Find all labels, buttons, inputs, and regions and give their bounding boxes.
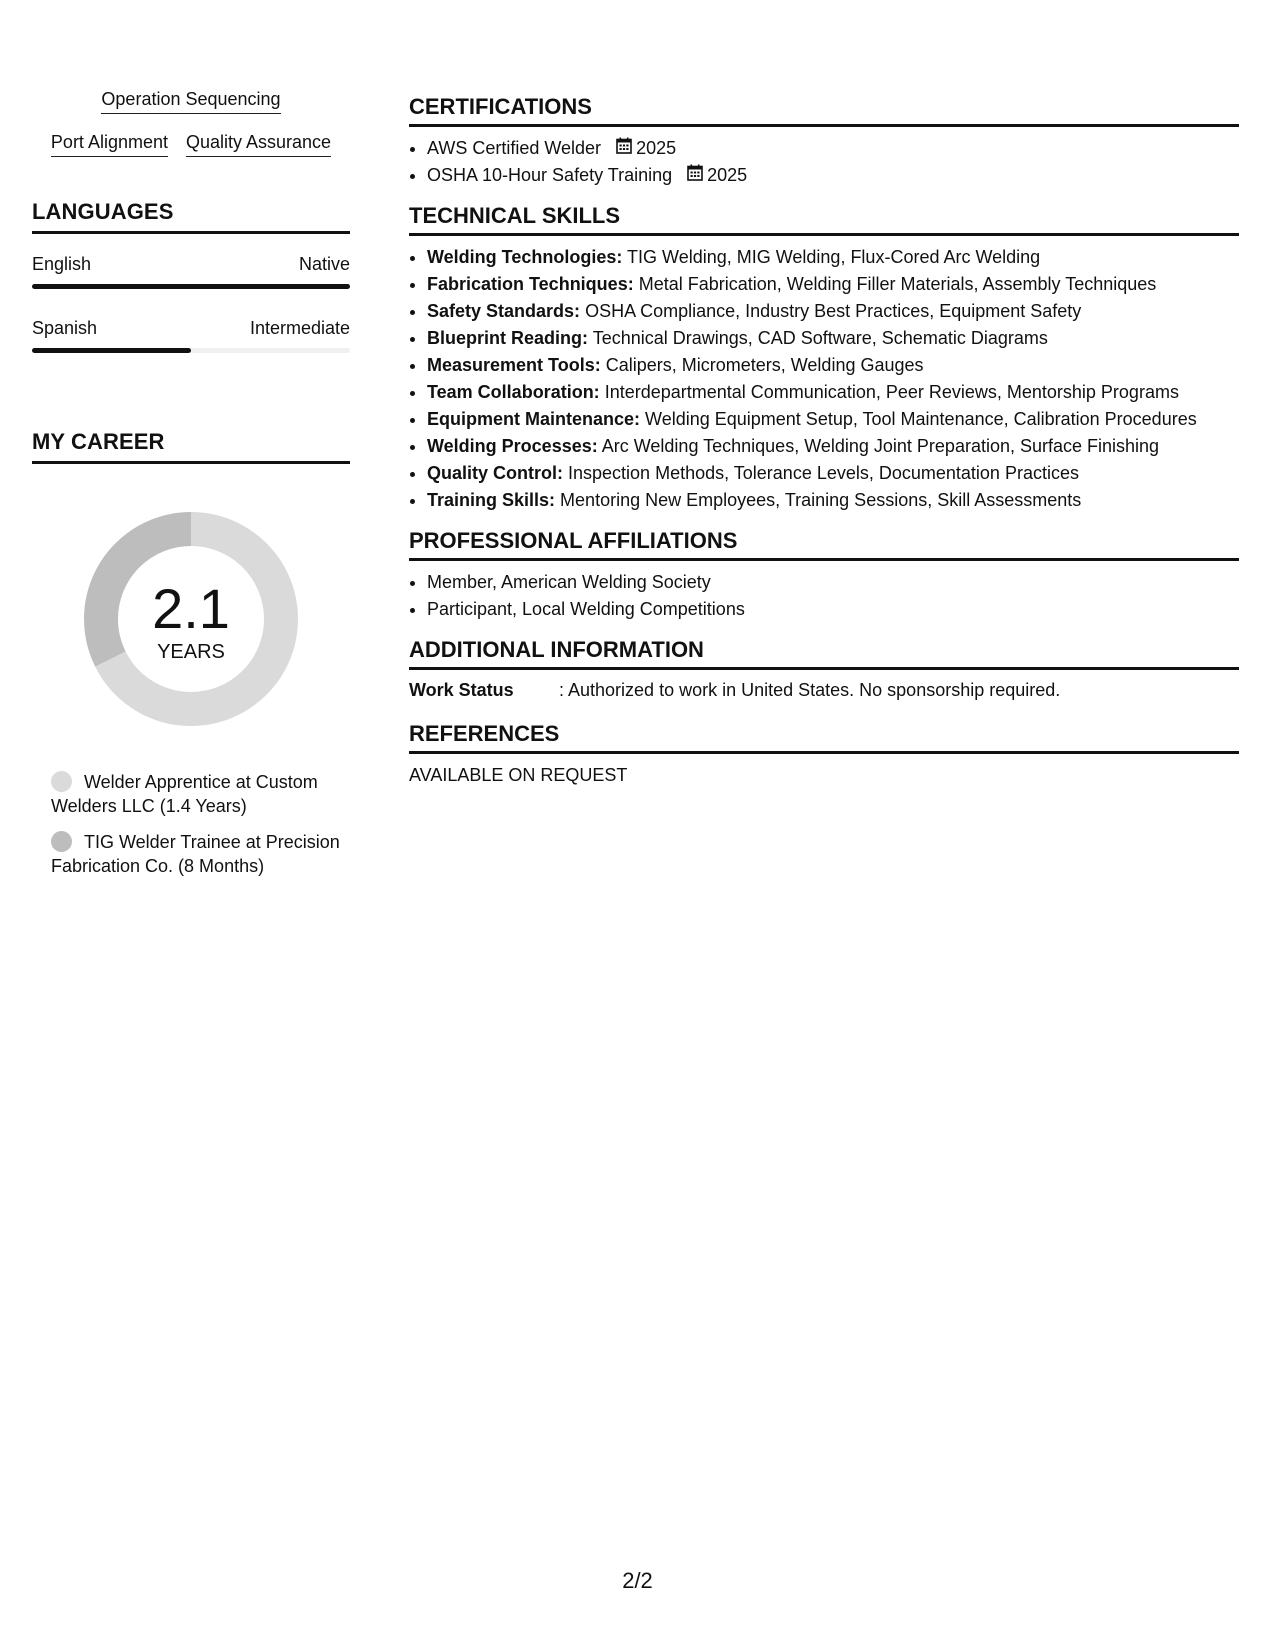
- language-item: [32, 318, 350, 353]
- certifications-heading: CERTIFICATIONS: [409, 94, 1239, 127]
- skill-label: Measurement Tools:: [427, 355, 601, 375]
- career-total-unit: YEARS: [157, 641, 225, 663]
- languages-section: [32, 199, 350, 353]
- legend-dot-icon: [51, 831, 72, 852]
- skill-value: OSHA Compliance, Industry Best Practices, Equipment Safety: [585, 301, 1082, 321]
- skill-tag-row-1: [32, 88, 350, 114]
- right-column: [409, 94, 1239, 800]
- technical-skill-item: [427, 244, 1239, 271]
- certification-name: OSHA 10-Hour Safety Training: [427, 165, 673, 185]
- affiliations-section: [409, 528, 1239, 623]
- references-text: AVAILABLE ON REQUEST: [409, 765, 628, 785]
- career-legend-label: TIG Welder Trainee at Precision Fabrication Co. (8 Months): [51, 832, 340, 876]
- skill-tag-row-2: [32, 131, 350, 157]
- language-bar-fill: [32, 348, 191, 353]
- skill-label: Team Collaboration:: [427, 382, 600, 402]
- certification-item: [427, 135, 1239, 162]
- affiliation-item: • Participant, Local Welding Competitions: [427, 596, 1239, 623]
- skill-value: Metal Fabrication, Welding Filler Materials, Assembly Techniques: [638, 274, 1157, 294]
- skill-label: Training Skills:: [427, 490, 556, 510]
- skill-value: Arc Welding Techniques, Welding Joint Preparation, Surface Finishing: [601, 436, 1160, 456]
- work-status-label: Work Status: [409, 680, 514, 700]
- page-number: 2/2: [622, 1568, 653, 1593]
- legend-dot-icon: [51, 771, 72, 792]
- certification-item: [427, 162, 1239, 189]
- technical-skill-item: [427, 406, 1239, 433]
- technical-skills-section: [409, 203, 1239, 514]
- skill-value: Mentoring New Employees, Training Sessions, Skill Assessments: [560, 490, 1082, 510]
- career-heading: MY CAREER: [32, 429, 350, 464]
- technical-skill-item: [427, 487, 1239, 514]
- language-level: Intermediate: [249, 318, 350, 338]
- language-bar: [32, 348, 350, 353]
- skill-label: Welding Technologies:: [427, 247, 623, 267]
- skill-value: TIG Welding, MIG Welding, Flux-Cored Arc Welding: [627, 247, 1041, 267]
- technical-skill-item: [427, 352, 1239, 379]
- technical-skills-list: [409, 244, 1239, 514]
- skill-label: Equipment Maintenance:: [427, 409, 641, 429]
- references-heading: REFERENCES: [409, 721, 1239, 754]
- technical-skill-item: [427, 271, 1239, 298]
- work-status-value: : Authorized to work in United States. No sponsorship required.: [559, 680, 1061, 700]
- career-donut-wrap: [32, 506, 350, 732]
- skill-label: Fabrication Techniques:: [427, 274, 634, 294]
- skill-label: Welding Processes:: [427, 436, 598, 456]
- languages-heading: LANGUAGES: [32, 199, 350, 234]
- calendar-icon: [616, 135, 632, 162]
- skill-value: Inspection Methods, Tolerance Levels, Documentation Practices: [568, 463, 1079, 483]
- skill-value: Welding Equipment Setup, Tool Maintenance, Calibration Procedures: [645, 409, 1197, 429]
- skill-tags: [32, 88, 350, 157]
- additional-info-heading: ADDITIONAL INFORMATION: [409, 637, 1239, 670]
- affiliations-heading: PROFESSIONAL AFFILIATIONS: [409, 528, 1239, 561]
- technical-skill-item: [427, 298, 1239, 325]
- additional-info-section: [409, 637, 1239, 701]
- skill-value: Technical Drawings, CAD Software, Schematic Diagrams: [592, 328, 1048, 348]
- career-legend-label: Welder Apprentice at Custom Welders LLC (1.4 Years): [51, 772, 318, 816]
- certification-year: 2025: [707, 165, 748, 185]
- skill-tag: Operation Sequencing: [101, 88, 280, 114]
- language-item: [32, 254, 350, 289]
- career-legend-item: [51, 770, 350, 818]
- affiliations-list: [409, 569, 1239, 623]
- references-section: [409, 721, 1239, 786]
- work-status-row: [409, 680, 1239, 701]
- skill-label: Blueprint Reading:: [427, 328, 588, 348]
- skill-tag: Quality Assurance: [186, 131, 331, 157]
- skill-label: Safety Standards:: [427, 301, 581, 321]
- technical-skill-item: [427, 379, 1239, 406]
- career-legend: [32, 770, 350, 878]
- language-bar-fill: [32, 284, 350, 289]
- career-section: [32, 429, 350, 878]
- technical-skill-item: [427, 325, 1239, 352]
- skill-label: Quality Control:: [427, 463, 563, 483]
- technical-skills-heading: TECHNICAL SKILLS: [409, 203, 1239, 236]
- certification-year: 2025: [636, 138, 677, 158]
- calendar-icon: [687, 162, 703, 189]
- technical-skill-item: [427, 460, 1239, 487]
- left-column: [32, 88, 350, 890]
- language-bar: [32, 284, 350, 289]
- language-name: Spanish: [32, 318, 98, 338]
- career-donut-chart: [78, 506, 304, 732]
- certifications-list: [409, 135, 1239, 189]
- language-level: Native: [298, 254, 350, 274]
- technical-skill-item: [427, 433, 1239, 460]
- certification-name: AWS Certified Welder: [427, 138, 602, 158]
- language-name: English: [32, 254, 92, 274]
- skill-value: Interdepartmental Communication, Peer Reviews, Mentorship Programs: [604, 382, 1179, 402]
- certifications-section: [409, 94, 1239, 189]
- skill-tag: Port Alignment: [51, 131, 168, 157]
- affiliation-item: • Member, American Welding Society: [427, 569, 1239, 596]
- career-legend-item: [51, 830, 350, 878]
- skill-value: Calipers, Micrometers, Welding Gauges: [605, 355, 924, 375]
- career-total-value: 2.1: [152, 577, 230, 640]
